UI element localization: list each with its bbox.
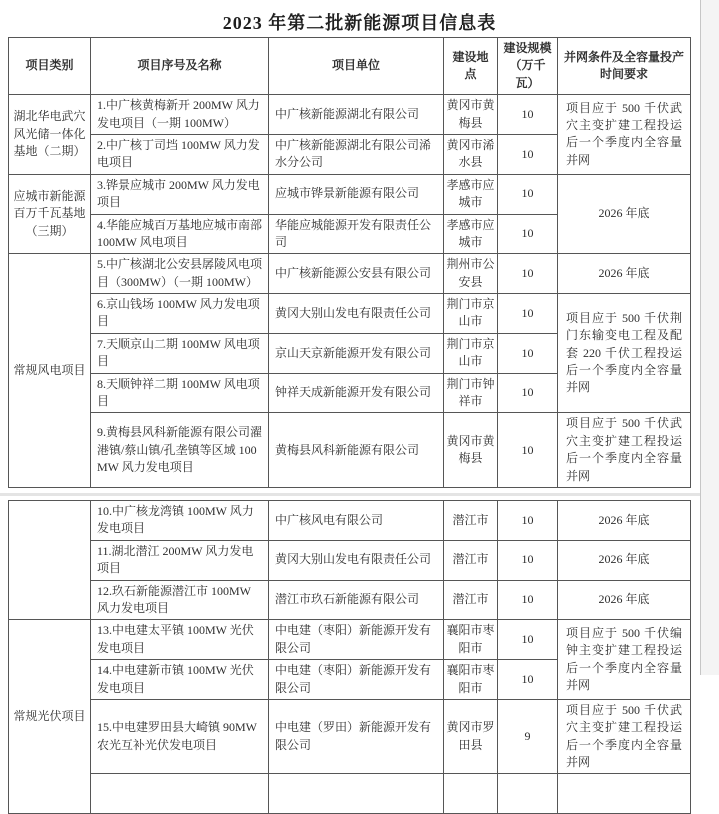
projects-table-part1: [8, 37, 691, 488]
category-cell: 应城市新能源百万千瓦基地（三期）: [9, 174, 91, 254]
remark-cell: 项目应于 500 千伏编钟主变扩建工程投运后一个季度内全容量并网: [558, 620, 691, 700]
remark-cell: 2026 年底: [558, 254, 691, 294]
scale-cell: 10: [498, 620, 558, 660]
scale-cell: 10: [498, 333, 558, 373]
table-row: [9, 540, 691, 580]
project-name-cell: 10.中广核龙湾镇 100MW 风力发电项目: [91, 500, 269, 540]
scale-cell: 10: [498, 214, 558, 254]
project-name-cell: 12.玖石新能源潜江市 100MW 风力发电项目: [91, 580, 269, 620]
location-cell: 孝感市应城市: [444, 174, 498, 214]
project-name-cell: 4.华能应城百万基地应城市南部 100MW 风电项目: [91, 214, 269, 254]
project-name-cell: 7.天顺京山二期 100MW 风电项目: [91, 333, 269, 373]
table-row: [9, 413, 691, 488]
project-name-cell: 11.湖北潜江 200MW 风力发电项目: [91, 540, 269, 580]
project-unit-cell: 潜江市玖石新能源有限公司: [269, 580, 444, 620]
remark-cell: 2026 年底: [558, 500, 691, 540]
table-row: [9, 174, 691, 214]
project-name-cell: 3.铧景应城市 200MW 风力发电项目: [91, 174, 269, 214]
project-unit-cell: 黄梅县风科新能源有限公司: [269, 413, 444, 488]
category-cell: 常规风电项目: [9, 254, 91, 488]
location-cell: 潜江市: [444, 580, 498, 620]
location-cell: [444, 774, 498, 814]
page-break-gap: [0, 488, 719, 500]
location-cell: 荆门市钟祥市: [444, 373, 498, 413]
location-cell: 荆门市京山市: [444, 333, 498, 373]
project-unit-cell: 京山天京新能源开发有限公司: [269, 333, 444, 373]
table-row: [9, 294, 691, 334]
location-cell: 荆门市京山市: [444, 294, 498, 334]
col-header-location: 建设地点: [444, 38, 498, 95]
location-cell: 黄冈市浠水县: [444, 134, 498, 174]
scale-cell: 10: [498, 660, 558, 700]
category-cell: 湖北华电武穴风光储一体化基地（二期）: [9, 95, 91, 175]
project-unit-cell: 中广核新能源湖北有限公司: [269, 95, 444, 135]
project-name-cell: [91, 774, 269, 814]
table-row-clipped: [9, 774, 691, 814]
remark-cell: 项目应于 500 千伏武穴主变扩建工程投运后一个季度内全容量并网: [558, 699, 691, 774]
remark-cell: 2026 年底: [558, 580, 691, 620]
project-unit-cell: 中电建（枣阳）新能源开发有限公司: [269, 620, 444, 660]
table-row: [9, 500, 691, 540]
table-row: [9, 95, 691, 135]
project-unit-cell: 中广核新能源公安县有限公司: [269, 254, 444, 294]
project-unit-cell: 中广核风电有限公司: [269, 500, 444, 540]
scale-cell: 10: [498, 373, 558, 413]
location-cell: 潜江市: [444, 500, 498, 540]
table-row: [9, 254, 691, 294]
remark-cell: 2026 年底: [558, 174, 691, 254]
col-header-category: 项目类别: [9, 38, 91, 95]
location-cell: 黄冈市罗田县: [444, 699, 498, 774]
page-title: 2023 年第二批新能源项目信息表: [222, 13, 497, 33]
scale-cell: 10: [498, 174, 558, 214]
location-cell: 襄阳市枣阳市: [444, 620, 498, 660]
project-name-cell: 15.中电建罗田县大崎镇 90MW 农光互补光伏发电项目: [91, 699, 269, 774]
location-cell: 黄冈市黄梅县: [444, 95, 498, 135]
table-header-row: [9, 38, 691, 95]
location-cell: 孝感市应城市: [444, 214, 498, 254]
project-unit-cell: [269, 774, 444, 814]
project-name-cell: 9.黄梅县风科新能源有限公司濯港镇/蔡山镇/孔垄镇等区域 100MW 风力发电项目: [91, 413, 269, 488]
project-name-cell: 2.中广核丁司垱 100MW 风力发电项目: [91, 134, 269, 174]
page-break-band: [0, 493, 719, 496]
location-cell: 黄冈市黄梅县: [444, 413, 498, 488]
scale-cell: 9: [498, 699, 558, 774]
scale-cell: 10: [498, 254, 558, 294]
scale-cell: [498, 774, 558, 814]
col-header-scale: 建设规模（万千瓦）: [498, 38, 558, 95]
category-cell: 常规光伏项目: [9, 620, 91, 814]
project-unit-cell: 中广核新能源湖北有限公司浠水分公司: [269, 134, 444, 174]
table-row: [9, 699, 691, 774]
scale-cell: 10: [498, 413, 558, 488]
project-name-cell: 13.中电建太平镇 100MW 光伏发电项目: [91, 620, 269, 660]
category-cell-empty: [9, 500, 91, 619]
scale-cell: 10: [498, 580, 558, 620]
project-unit-cell: 黄冈大别山发电有限责任公司: [269, 540, 444, 580]
scale-cell: 10: [498, 540, 558, 580]
scale-cell: 10: [498, 294, 558, 334]
scale-cell: 10: [498, 500, 558, 540]
col-header-name: 项目序号及名称: [91, 38, 269, 95]
remark-cell: 2026 年底: [558, 540, 691, 580]
location-cell: 荆州市公安县: [444, 254, 498, 294]
scale-cell: 10: [498, 95, 558, 135]
remark-cell: 项目应于 500 千伏荆门东输变电工程及配套 220 千伏工程投运后一个季度内全容量并网: [558, 294, 691, 413]
project-unit-cell: 钟祥天成新能源开发有限公司: [269, 373, 444, 413]
remark-cell: [558, 774, 691, 814]
project-unit-cell: 应城市铧景新能源有限公司: [269, 174, 444, 214]
remark-cell: 项目应于 500 千伏武穴主变扩建工程投运后一个季度内全容量并网: [558, 95, 691, 175]
col-header-unit: 项目单位: [269, 38, 444, 95]
project-unit-cell: 华能应城能源开发有限责任公司: [269, 214, 444, 254]
project-name-cell: 1.中广核黄梅新开 200MW 风力发电项目（一期 100MW）: [91, 95, 269, 135]
table-row: [9, 580, 691, 620]
project-unit-cell: 中电建（罗田）新能源开发有限公司: [269, 699, 444, 774]
location-cell: 潜江市: [444, 540, 498, 580]
project-name-cell: 8.天顺钟祥二期 100MW 风电项目: [91, 373, 269, 413]
scale-cell: 10: [498, 134, 558, 174]
project-unit-cell: 中电建（枣阳）新能源开发有限公司: [269, 660, 444, 700]
table-row: [9, 620, 691, 660]
project-name-cell: 6.京山钱场 100MW 风力发电项目: [91, 294, 269, 334]
page-right-edge: [700, 0, 719, 675]
projects-table-part2: [8, 500, 691, 814]
remark-cell: 项目应于 500 千伏武穴主变扩建工程投运后一个季度内全容量并网: [558, 413, 691, 488]
col-header-remark: 并网条件及全容量投产时间要求: [558, 38, 691, 95]
project-name-cell: 5.中广核湖北公安县孱陵风电项目（300MW）（一期 100MW）: [91, 254, 269, 294]
location-cell: 襄阳市枣阳市: [444, 660, 498, 700]
project-name-cell: 14.中电建新市镇 100MW 光伏发电项目: [91, 660, 269, 700]
project-unit-cell: 黄冈大别山发电有限责任公司: [269, 294, 444, 334]
